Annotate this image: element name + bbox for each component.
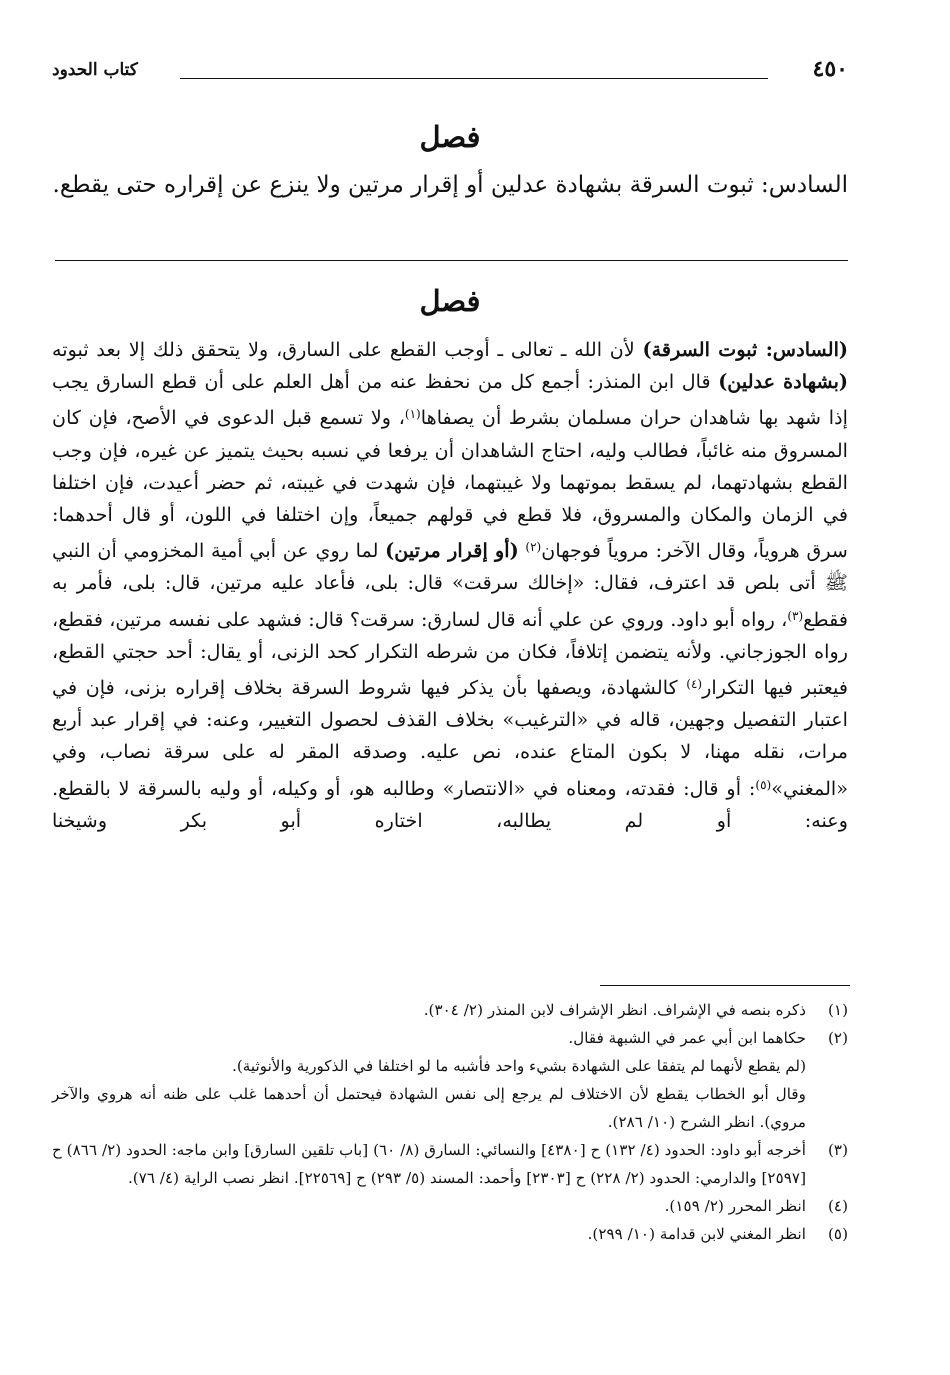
footnotes [52, 996, 848, 1248]
footnote-ref[interactable]: (١) [404, 407, 421, 422]
footnote-number: (٣) [827, 1141, 848, 1159]
quoted-matn: (السادس: ثبوت السرقة) [642, 338, 848, 361]
footnote-number: (٤) [827, 1197, 848, 1215]
sharh-run: : أو قال: فقدته، ومعناه في «الانتصار» وطالبه هو، أو وكيله، أو وليه بالسرقة لا بالقطع. وعنه: أو لم يطالبه، اختاره أبو بكر وشيخنا [52, 776, 848, 832]
running-header [52, 56, 848, 90]
footnote-number: (٢) [827, 1029, 848, 1047]
footnote-line: انظر المغني لابن قدامة (١٠/ ٢٩٩). [587, 1225, 806, 1243]
sharh-run: قال ابن المنذر: أجمع كل من نحفظ عنه من أهل العلم على أن قطع السارق يجب إذا شهد بها شاهدان حران مسلمان بشرط أن يصفاها [52, 370, 848, 430]
footnote-line: أخرجه أبو داود: الحدود (٤/ ١٣٢) ح [٤٣٨٠] والنسائي: السارق (٨/ ٦٠) [باب تلقين السارق] وابن ماجه: الحدود (٢/ ٨٦٦) ح [٢٥٩٧] والدارمي: الحدود (٢/ ٢٢٨) ح [٢٣٠٣] وأحمد: المسند (٥/ ٢٩٣) ح [٢٢٥٦٩]. انظر نصب الراية (٤/ ٧٦). [52, 1141, 806, 1187]
footnote-ref[interactable]: (٥) [755, 777, 772, 792]
sharh-run: كالشهادة، ويصفها بأن يذكر فيها شروط السرقة بخلاف إقراره بزنى، فإن في اعتبار التفصيل وجهين، قاله في «الترغيب» بخلاف القذف لحصول التغيير، وعنه: في إقرار عبد أربع مرات، نقله مهنا، لا بكون المتاع عنده، نص عليه. وصدقه المقر له على سرقة نصاب، وفي «المغني» [52, 676, 848, 800]
header-rule [180, 78, 768, 79]
footnote-4 [52, 1192, 848, 1220]
footnote-number: (٥) [827, 1225, 848, 1243]
footnote-line: (لم يقطع لأنهما لم يتفقا على الشهادة بشيء واحد فأشبه ما لو اختلفا في الذكورية والأنوثية). [232, 1057, 806, 1075]
footnote-rule [600, 985, 850, 986]
section-title-sharh: فصل [419, 284, 481, 318]
footnote-ref[interactable]: (٢) [525, 540, 542, 555]
footnote-5 [52, 1220, 848, 1248]
footnote-line: وقال أبو الخطاب يقطع لأن الاختلاف لم يرجع إلى نفس الشهادة فيحتمل أن أحدهما غلب على ظنه أنه هروي والآخر مروي). انظر الشرح (١٠/ ٢٨٦). [52, 1085, 806, 1131]
footnote-ref[interactable]: (٤) [686, 677, 703, 692]
section-title-matn: فصل [419, 120, 481, 154]
sharh-run: لما روي عن أبي أمية المخزومي أن النبي ﷺ أتى بلص قد اعترف، فقال: «إخالك سرقت» قال: بلى، فأعاد عليه مرتين، قال: بلى، فأمر به فقطع [52, 539, 848, 631]
footnote-line: ذكره بنصه في الإشراف. انظر الإشراف لابن المنذر (٢/ ٣٠٤). [423, 1001, 806, 1019]
sharh-run: ، رواه أبو داود. وروي عن علي أنه قال لسارق: سرقت؟ قال: فشهد على نفسه مرتين، فقطع، رواه الجوزجاني. ولأنه يتضمن إتلافاً، فكان من شرطه التكرار كحد الزنى، أو يقال: أحد حجتي القطع، فيعتبر فيها التكرار [52, 607, 848, 700]
book-title: كتاب الحدود [52, 60, 138, 80]
matn-divider [55, 260, 848, 261]
matn-text: السادس: ثبوت السرقة بشهادة عدلين أو إقرار مرتين ولا ينزع عن إقراره حتى يقطع. [52, 172, 848, 198]
footnote-number: (١) [827, 1001, 848, 1019]
page-number: ٤٥٠ [812, 56, 848, 82]
footnote-line: حكاهما ابن أبي عمر في الشبهة فقال. [568, 1029, 806, 1047]
footnote-3 [52, 1136, 848, 1192]
sharh-text [52, 334, 848, 837]
sharh-run: ، ولا تسمع قبل الدعوى في الأصح، فإن كان المسروق منه غائباً، فطالب وليه، احتاج الشاهدان أن يرفعا في نسبه بحيث يتميز عن غيره، فإن وجب القطع بشهادتهما، لم يسقط بموتهما ولا غيبتهما، فإن شهدت في غيبته، ثم حضر أعيدت، فإن اختلفا في الزمان والمكان والمسروق، فلا قطع في قولهم جميعاً، وإن اختلفا في اللون، أو قال أحدهما: سرق هروياً، وقال الآخر: مروياً فوجهان [52, 406, 848, 563]
footnote-line: انظر المحرر (٢/ ١٥٩). [664, 1197, 806, 1215]
footnote-ref[interactable]: (٣) [787, 608, 804, 623]
sharh-paragraph [52, 334, 848, 837]
quoted-matn: (بشهادة عدلين) [718, 370, 848, 394]
footnote-2 [52, 1024, 848, 1136]
quoted-matn: (أو إقرار مرتين) [385, 539, 519, 563]
sharh-run: لأن الله ـ تعالى ـ أوجب القطع على السارق، ولا يتحقق ذلك إلا بعد ثبوته [52, 338, 643, 361]
footnote-1 [52, 996, 848, 1024]
